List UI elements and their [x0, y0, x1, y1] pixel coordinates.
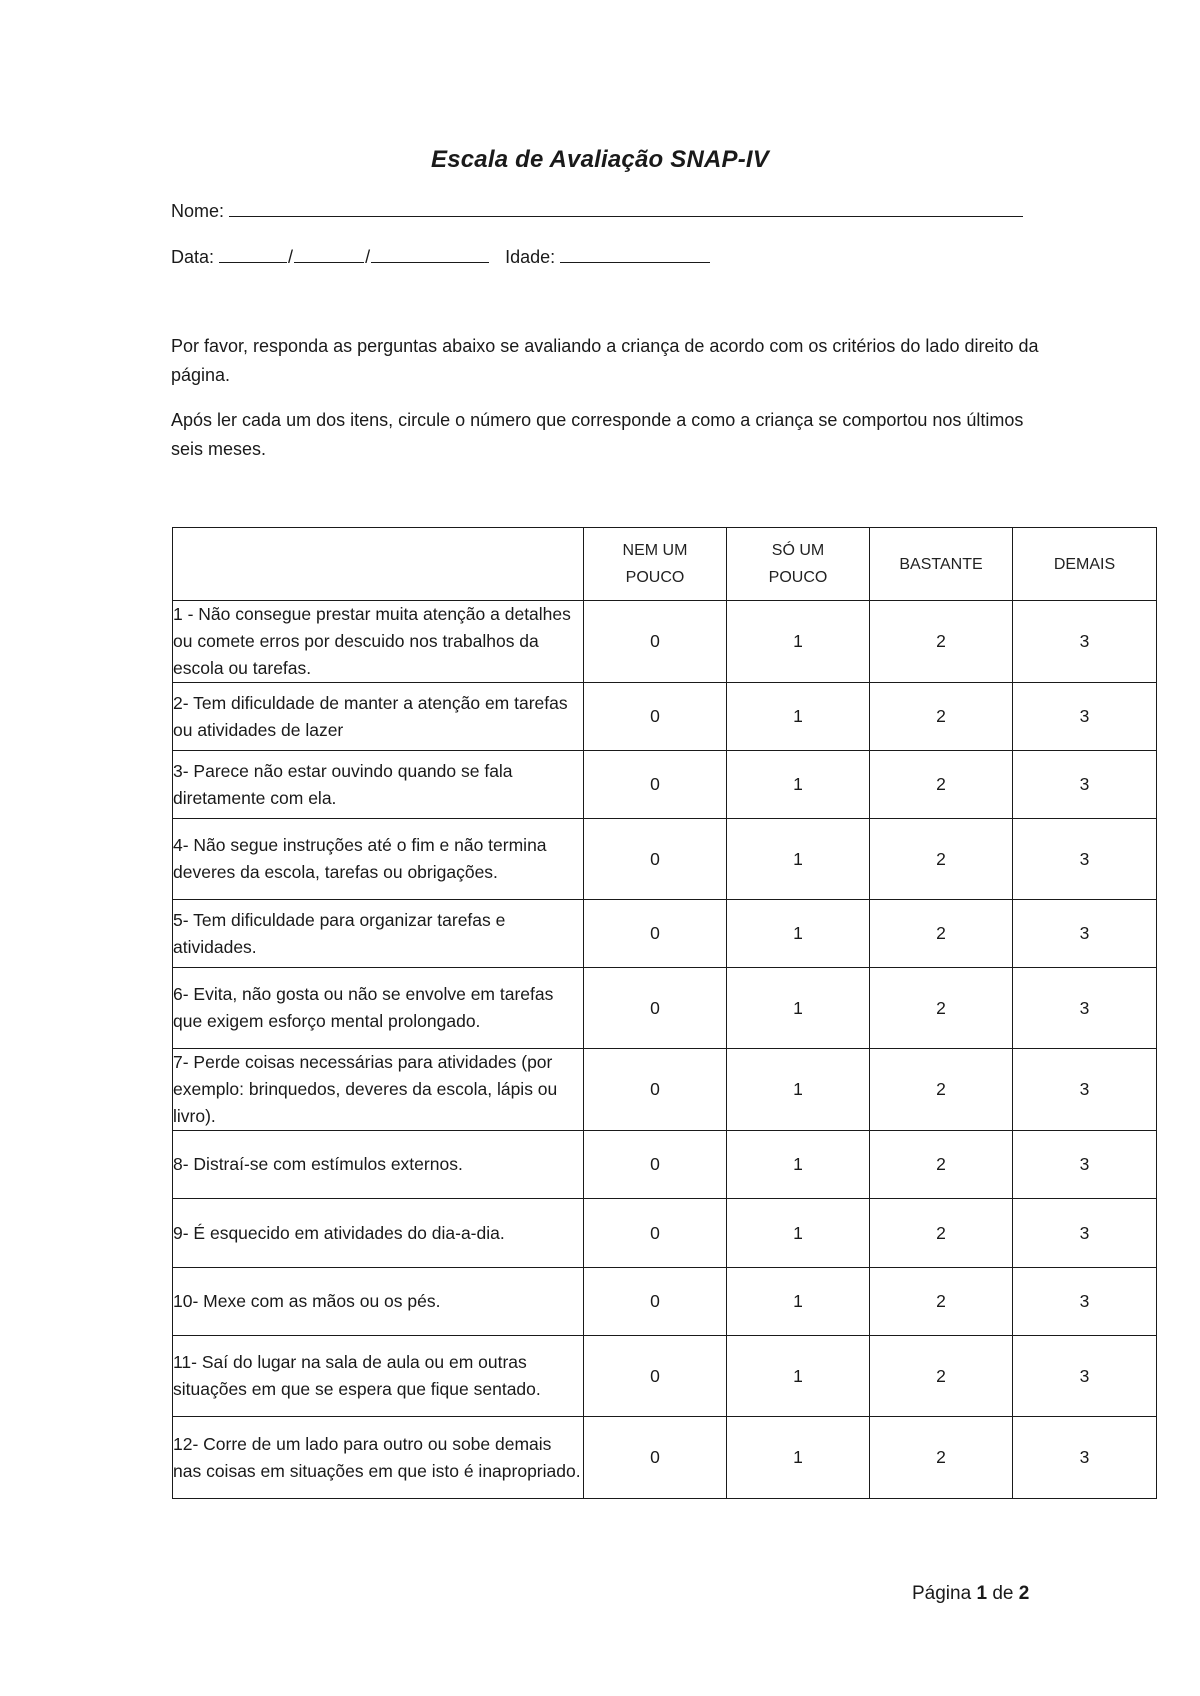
score-option-2[interactable]: 2 [870, 1417, 1013, 1499]
name-label: Nome: [171, 201, 225, 221]
date-day-line[interactable] [219, 243, 287, 263]
page-title: Escala de Avaliação SNAP-IV [430, 146, 769, 173]
table-row [173, 968, 1157, 1049]
table-row [173, 751, 1157, 819]
current-page-number: 1 [976, 1583, 988, 1604]
question-text: 6- Evita, não gosta ou não se envolve em tarefas que exigem esforço mental prolongado. [173, 968, 584, 1049]
name-input-line[interactable] [229, 197, 1023, 217]
question-text: 1 - Não consegue prestar muita atenção a detalhes ou comete erros por descuido nos trabalhos da escola ou tarefas. [173, 601, 584, 683]
score-option-1[interactable]: 1 [727, 1336, 870, 1417]
table-row [173, 1268, 1157, 1336]
question-text: 7- Perde coisas necessárias para atividades (por exemplo: brinquedos, deveres da escola, lápis ou livro). [173, 1049, 584, 1131]
header-bastante: BASTANTE [870, 528, 1013, 601]
score-option-2[interactable]: 2 [870, 1268, 1013, 1336]
header-nem-um-pouco: NEM UM POUCO [584, 528, 727, 601]
question-text: 5- Tem dificuldade para organizar tarefas e atividades. [173, 900, 584, 968]
score-option-0[interactable]: 0 [584, 1131, 727, 1199]
score-option-1[interactable]: 1 [727, 900, 870, 968]
header-so-um-pouco: SÓ UM POUCO [727, 528, 870, 601]
question-text: 11- Saí do lugar na sala de aula ou em outras situações em que se espera que fique sentado. [173, 1336, 584, 1417]
name-field-row [171, 197, 1023, 222]
question-text: 4- Não segue instruções até o fim e não termina deveres da escola, tarefas ou obrigações. [173, 819, 584, 900]
score-option-1[interactable]: 1 [727, 751, 870, 819]
table-row [173, 1417, 1157, 1499]
score-option-0[interactable]: 0 [584, 968, 727, 1049]
age-input-line[interactable] [560, 243, 710, 263]
instruction-paragraph: Por favor, responda as perguntas abaixo se avaliando a criança de acordo com os critérios do lado direito da página. [171, 336, 1039, 385]
table-row [173, 1131, 1157, 1199]
score-option-0[interactable]: 0 [584, 683, 727, 751]
score-option-2[interactable]: 2 [870, 601, 1013, 683]
date-separator: / [288, 247, 294, 267]
score-option-0[interactable]: 0 [584, 900, 727, 968]
table-row [173, 819, 1157, 900]
question-text: 8- Distraí-se com estímulos externos. [173, 1131, 584, 1199]
score-option-3[interactable]: 3 [1013, 900, 1157, 968]
score-option-3[interactable]: 3 [1013, 968, 1157, 1049]
score-option-2[interactable]: 2 [870, 968, 1013, 1049]
score-option-3[interactable]: 3 [1013, 1199, 1157, 1268]
question-text: 3- Parece não estar ouvindo quando se fala diretamente com ela. [173, 751, 584, 819]
header-demais: DEMAIS [1013, 528, 1157, 601]
score-option-3[interactable]: 3 [1013, 683, 1157, 751]
score-option-0[interactable]: 0 [584, 1417, 727, 1499]
header-empty-cell [173, 528, 584, 601]
score-option-1[interactable]: 1 [727, 968, 870, 1049]
instruction-paragraph: Após ler cada um dos itens, circule o número que corresponde a como a criança se comportou nos últimos seis meses. [171, 410, 1024, 459]
score-option-0[interactable]: 0 [584, 1199, 727, 1268]
score-option-3[interactable]: 3 [1013, 1131, 1157, 1199]
snap-iv-rating-table [172, 527, 1157, 1499]
date-label: Data: [171, 247, 215, 267]
question-text: 9- É esquecido em atividades do dia-a-dia. [173, 1199, 584, 1268]
score-option-2[interactable]: 2 [870, 751, 1013, 819]
score-option-0[interactable]: 0 [584, 751, 727, 819]
score-option-0[interactable]: 0 [584, 1049, 727, 1131]
date-month-line[interactable] [294, 243, 364, 263]
age-label: Idade: [505, 247, 556, 267]
score-option-2[interactable]: 2 [870, 900, 1013, 968]
score-option-0[interactable]: 0 [584, 819, 727, 900]
table-row [173, 683, 1157, 751]
score-option-3[interactable]: 3 [1013, 1336, 1157, 1417]
score-option-1[interactable]: 1 [727, 683, 870, 751]
score-option-2[interactable]: 2 [870, 683, 1013, 751]
page-label: Página [912, 1583, 972, 1604]
score-option-0[interactable]: 0 [584, 1268, 727, 1336]
table-header-row [173, 528, 1157, 601]
total-pages-number: 2 [1018, 1583, 1030, 1604]
score-option-2[interactable]: 2 [870, 1131, 1013, 1199]
page-number [912, 1583, 1029, 1605]
table-row [173, 1049, 1157, 1131]
score-option-3[interactable]: 3 [1013, 751, 1157, 819]
score-option-1[interactable]: 1 [727, 1199, 870, 1268]
score-option-1[interactable]: 1 [727, 1268, 870, 1336]
score-option-3[interactable]: 3 [1013, 601, 1157, 683]
score-option-3[interactable]: 3 [1013, 1049, 1157, 1131]
table-row [173, 601, 1157, 683]
score-option-3[interactable]: 3 [1013, 819, 1157, 900]
question-text: 12- Corre de um lado para outro ou sobe demais nas coisas em situações em que isto é inapropriado. [173, 1417, 584, 1499]
score-option-1[interactable]: 1 [727, 1131, 870, 1199]
of-label: de [992, 1583, 1014, 1604]
score-option-1[interactable]: 1 [727, 1417, 870, 1499]
score-option-2[interactable]: 2 [870, 1199, 1013, 1268]
date-separator: / [365, 247, 371, 267]
question-text: 2- Tem dificuldade de manter a atenção em tarefas ou atividades de lazer [173, 683, 584, 751]
score-option-0[interactable]: 0 [584, 1336, 727, 1417]
score-option-3[interactable]: 3 [1013, 1268, 1157, 1336]
score-option-2[interactable]: 2 [870, 1336, 1013, 1417]
table-row [173, 900, 1157, 968]
score-option-2[interactable]: 2 [870, 1049, 1013, 1131]
score-option-1[interactable]: 1 [727, 601, 870, 683]
score-option-3[interactable]: 3 [1013, 1417, 1157, 1499]
table-row [173, 1336, 1157, 1417]
date-year-line[interactable] [371, 243, 489, 263]
question-text: 10- Mexe com as mãos ou os pés. [173, 1268, 584, 1336]
score-option-2[interactable]: 2 [870, 819, 1013, 900]
date-field-row [171, 243, 710, 268]
score-option-1[interactable]: 1 [727, 1049, 870, 1131]
score-option-1[interactable]: 1 [727, 819, 870, 900]
score-option-0[interactable]: 0 [584, 601, 727, 683]
table-row [173, 1199, 1157, 1268]
